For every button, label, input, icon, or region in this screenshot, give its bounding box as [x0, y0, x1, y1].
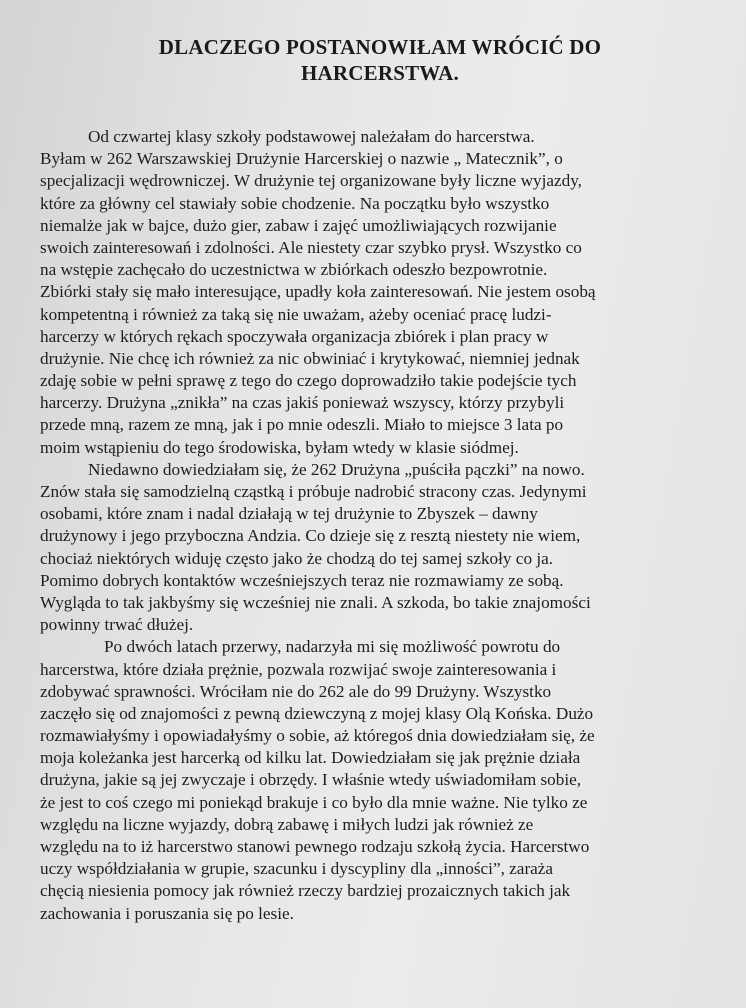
text-line: osobami, które znam i nadal działają w tej drużynie to Zbyszek – dawny	[40, 504, 538, 524]
text-line: Pomimo dobrych kontaktów wcześniejszych teraz nie rozmawiamy ze sobą.	[40, 570, 564, 590]
text-line: rozmawiałyśmy i opowiadałyśmy o sobie, aż któregoś dnia dowiedziałam się, że	[40, 726, 595, 746]
essay-body	[40, 126, 720, 925]
text-line: które za główny cel stawiały sobie chodzenie. Na początku było wszystko	[40, 193, 550, 213]
text-line: Znów stała się samodzielną cząstką i próbuje nadrobić stracony czas. Jedynymi	[40, 482, 587, 501]
text-line: drużyna, jakie są jej zwyczaje i obrzędy. I właśnie wtedy uświadomiłam sobie,	[40, 770, 582, 790]
text-line: chęcią niesienia pomocy jak również rzeczy bardziej prozaicznych takich jak	[40, 881, 571, 901]
text-line: Niedawno dowiedziałam się, że 262 Drużyna „puściła pączki” na nowo.	[88, 459, 585, 479]
text-line: niemalże jak w bajce, dużo gier, zabaw i zajęć umożliwiających rozwijanie	[40, 215, 557, 235]
text-line: Po dwóch latach przerwy, nadarzyła mi się możliwość powrotu do	[104, 637, 561, 657]
text-line: Byłam w 262 Warszawskiej Drużynie Harcerskiej o nazwie „ Matecznik”, o	[40, 149, 563, 169]
text-line: harcerzy w których rękach spoczywała organizacja zbiórek i plan pracy w	[40, 326, 549, 346]
text-line: moim wstąpieniu do tego środowiska, byłam wtedy w klasie siódmej.	[40, 437, 519, 457]
text-line: chociaż niektórych widuję często jako że chodzą do tej samej szkoły co ja.	[40, 548, 554, 568]
text-line: zdaję sobie w pełni sprawę z tego do czego doprowadziło takie podejście tych	[40, 371, 577, 391]
text-line: kompetentną i również za taką się nie uważam, ażeby oceniać pracę ludzi-	[40, 304, 552, 324]
text-line: harcerzy. Drużyna „znikła” na czas jakiś ponieważ wszyscy, którzy przybyli	[40, 393, 565, 413]
text-line: powinny trwać dłużej.	[40, 615, 194, 635]
title-line-2: HARCERSTWA.	[301, 61, 459, 85]
text-line: Wygląda to tak jakbyśmy się wcześniej nie znali. A szkoda, bo takie znajomości	[40, 592, 591, 612]
page-title	[60, 34, 700, 86]
text-line: Zbiórki stały się mało interesujące, upadły koła zainteresowań. Nie jestem osobą	[40, 282, 596, 302]
title-line-1: DLACZEGO POSTANOWIŁAM WRÓCIĆ DO	[158, 35, 602, 59]
text-line: zaczęło się od znajomości z pewną dziewczyną z mojej klasy Olą Końska. Dużo	[40, 703, 594, 723]
text-line: względu na liczne wyjazdy, dobrą zabawę i miłych ludzi jak również ze	[40, 814, 534, 834]
text-line: przede mną, razem ze mną, jak i po mnie odeszli. Miało to miejsce 3 lata po	[40, 415, 564, 435]
text-line: Od czwartej klasy szkoły podstawowej należałam do harcerstwa.	[88, 127, 535, 146]
text-line: na wstępie zachęcało do uczestnictwa w zbiórkach odeszło bezpowrotnie.	[40, 260, 548, 280]
text-line: drużynowy i jego przyboczna Andzia. Co dzieje się z resztą niestety nie wiem,	[40, 526, 581, 546]
text-line: uczy współdziałania w grupie, szacunku i dyscypliny dla „inności”, zaraża	[40, 859, 554, 879]
text-line: zdobywać sprawności. Wróciłam nie do 262 ale do 99 Drużyny. Wszystko	[40, 681, 552, 701]
text-line: względu na to iż harcerstwo stanowi pewnego rodzaju szkołą życia. Harcerstwo	[40, 837, 590, 856]
text-line: harcerstwa, które działa prężnie, pozwala rozwijać swoje zainteresowania i	[40, 659, 557, 679]
text-line: zachowania i poruszania się po lesie.	[40, 903, 294, 923]
text-line: moja koleżanka jest harcerką od kilku lat. Dowiedziałam się jak prężnie działa	[40, 748, 581, 768]
text-line: specjalizacji wędrowniczej. W drużynie tej organizowane były liczne wyjazdy,	[40, 171, 582, 191]
text-line: że jest to coś czego mi poniekąd brakuje i co było dla mnie ważne. Nie tylko ze	[40, 792, 588, 812]
text-line: drużynie. Nie chcę ich również za nic obwiniać i krytykować, niemniej jednak	[40, 348, 580, 368]
text-line: swoich zainteresowań i zdolności. Ale niestety czar szybko prysł. Wszystko co	[40, 237, 582, 257]
